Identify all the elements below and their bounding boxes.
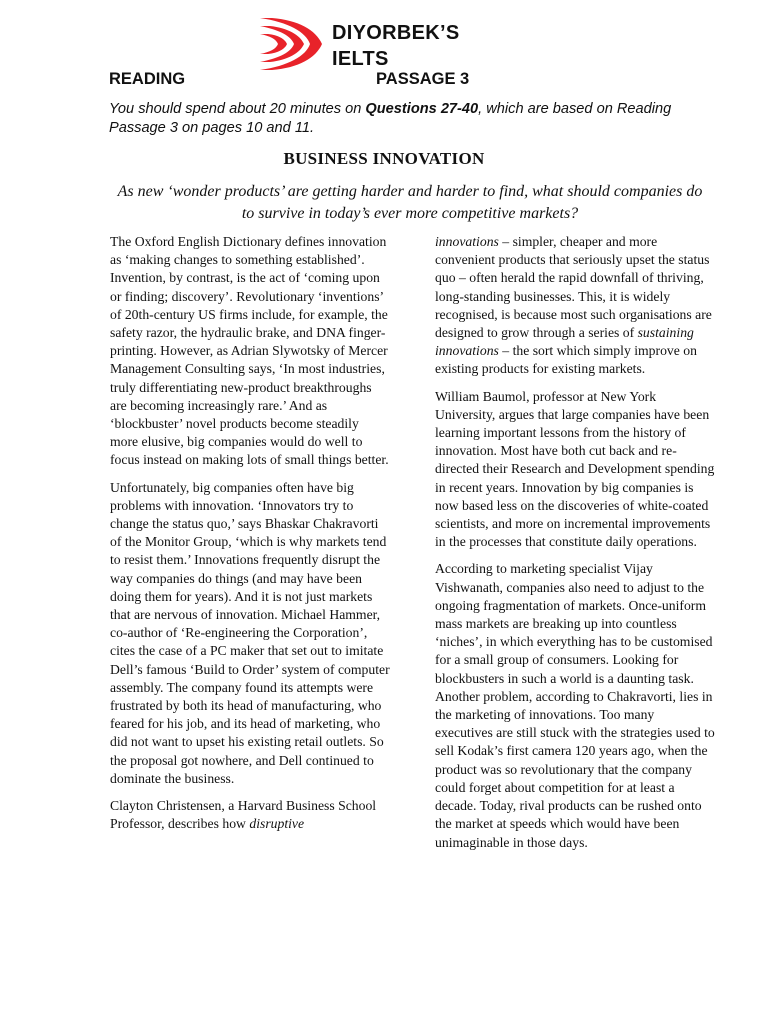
brand-name (332, 20, 459, 72)
paragraph-3-italic-continued: innovations (435, 234, 499, 249)
paragraph-4: William Baumol, professor at New York University, argues that large companies have been learning important lessons from the history of innovation. Most have both cut back and re-directed their Research and Development spending in recent years. Innovation by big companies is now based less on the discoveries of white-coated scientists, and more on incremental improvements in the processes that constitute daily operations. (435, 388, 715, 550)
left-column (110, 233, 390, 843)
paragraph-5: According to marketing specialist Vijay Vishwanath, companies also need to adjust to the ongoing fragmentation of markets. Once-uniform mass markets are breaking up into countless ‘niches’, in which everything has to be customised for a small group of consumers. Looking for blockbusters in such a world is a daunting task. Another problem, according to Chakravorti, lies in the marketing of innovations. Too many executives are still stuck with the strategies used to sell Kodak’s first camera 120 years ago, when the product was so revolutionary that the company could forget about competition for at least a decade. Today, rival products can be rushed onto the market at speeds which would have been unimaginable in those days. (435, 561, 715, 850)
instructions-before: You should spend about 20 minutes on (109, 101, 366, 117)
paragraph-3-middle: – simpler, cheaper and more convenient products that seriously upset the status quo – often herald the rapid downfall of thriving, long-standing businesses. This, it is widely recognised, is because most such organisations are designed to grow through a series of (435, 234, 712, 341)
instructions-questions: Questions 27-40 (365, 101, 479, 117)
article-title: BUSINESS INNOVATION (283, 149, 485, 168)
paragraph-3-start (110, 797, 390, 833)
instructions (109, 100, 729, 138)
passage-label: PASSAGE 3 (376, 70, 470, 88)
right-column (435, 233, 715, 861)
instructions-after: , which are based on Reading Passage 3 on pages 10 and 11. (109, 101, 672, 136)
article-subtitle: As new ‘wonder products’ are getting harder and harder to find, what should companies do to survive in today’s ever more competitive markets? (117, 183, 703, 222)
paragraph-3-end: – the sort which simply improve on existing products for existing markets. (435, 343, 697, 377)
paragraph-3-italic: disruptive (249, 816, 305, 832)
paragraph-3-italic2: sustaining innovations (435, 325, 694, 359)
section-label: READING (109, 70, 186, 88)
brand-logo-icon (258, 16, 330, 72)
paragraph-3-text: Clayton Christensen, a Harvard Business School Professor, describes how (110, 798, 377, 832)
brand-name-line1: DIYORBEK’S (332, 22, 460, 44)
paragraph-2: Unfortunately, big companies often have big problems with innovation. ‘Innovators try to change the status quo,’ says Bhaskar Chakravorti of the Monitor Group, ‘which is why markets tend to resist them.’ Innovations frequently disrupt the way companies do things (and may have been doing them for years). And it is not just markets that are nervous of innovation. Michael Hammer, co-author of ‘Re-engineering the Corporation’, cites the case of a PC maker that set out to imitate Dell’s famous ‘Build to Order’ system of computer assembly. The company found its attempts were frustrated by both its head of manufacturing, who feared for his job, and its head of marketing, who did not want to upset his existing retail outlets. So the proposal got nowhere, and Dell continued to dominate the business. (110, 479, 390, 786)
paragraph-1: The Oxford English Dictionary defines innovation as ‘making changes to something established’. Invention, by contrast, is the act of ‘coming upon or finding; discovery’. Revolutionary ‘inventions’ of 20th-century US firms include, for example, the safety razor, the hydraulic brake, and DNA finger-printing. However, as Adrian Slywotsky of Mercer Management Consulting says, ‘In most industries, truly differentiating new-product breakthroughs are becoming increasingly rare.’ And as ‘blockbuster’ novel products become steadily more elusive, big companies would do well to focus instead on making lots of small things better. (110, 234, 389, 468)
brand-name-line2: IELTS (332, 48, 389, 70)
paragraph-3-continued (435, 233, 715, 379)
